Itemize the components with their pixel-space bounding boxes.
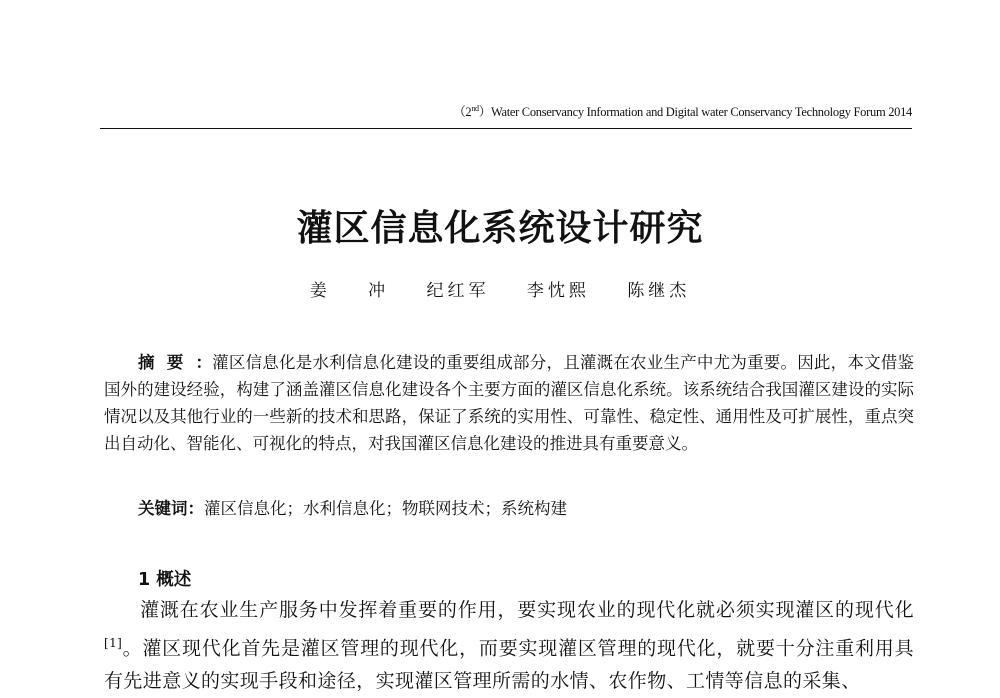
- abstract-label: 摘要：: [138, 353, 213, 372]
- keywords-label: 关键词：: [138, 499, 204, 518]
- section-paragraph: 灌溉在农业生产服务中发挥着重要的作用，要实现农业的现代化就必须实现灌区的现代化[1]。灌区现代化首先是灌区管理的现代化，而要实现灌区管理的现代化，就要十分注重利用具有先进意义的实现手段和途径，实现灌区管理所需的水情、农作物、工情等信息的采集、: [104, 599, 914, 693]
- abstract: [104, 349, 914, 457]
- author: 姜 冲: [309, 281, 390, 301]
- author: 纪红军: [426, 281, 490, 301]
- header-ordinal: nd: [471, 103, 479, 113]
- author: 陈继杰: [627, 281, 691, 301]
- citation-ref: [1]: [104, 636, 123, 650]
- abstract-text: 灌区信息化是水利信息化建设的重要组成部分，且灌溉在农业生产中尤为重要。因此，本文借鉴国外的建设经验，构建了涵盖灌区信息化建设各个主要方面的灌区信息化系统。该系统结合我国灌区建设的实际情况以及其他行业的一些新的技术和思路，保证了系统的实用性、可靠性、稳定性、通用性及可扩展性，重点突出自动化、智能化、可视化的特点，对我国灌区信息化建设的推进具有重要意义。: [104, 353, 915, 453]
- author-list: [0, 276, 1000, 301]
- keywords-text: 灌区信息化；水利信息化；物联网技术；系统构建: [204, 499, 567, 518]
- header-text: ）Water Conservancy Information and Digital water Conservancy Technology Forum 2014: [478, 105, 912, 119]
- section-heading: 1 概述: [138, 570, 192, 590]
- running-header: [100, 102, 912, 120]
- keywords: [138, 495, 918, 519]
- paper-title: 灌区信息化系统设计研究: [296, 208, 704, 249]
- author: 李忱熙: [526, 281, 590, 301]
- header-prefix: （2: [453, 105, 472, 119]
- header-rule: [100, 128, 912, 129]
